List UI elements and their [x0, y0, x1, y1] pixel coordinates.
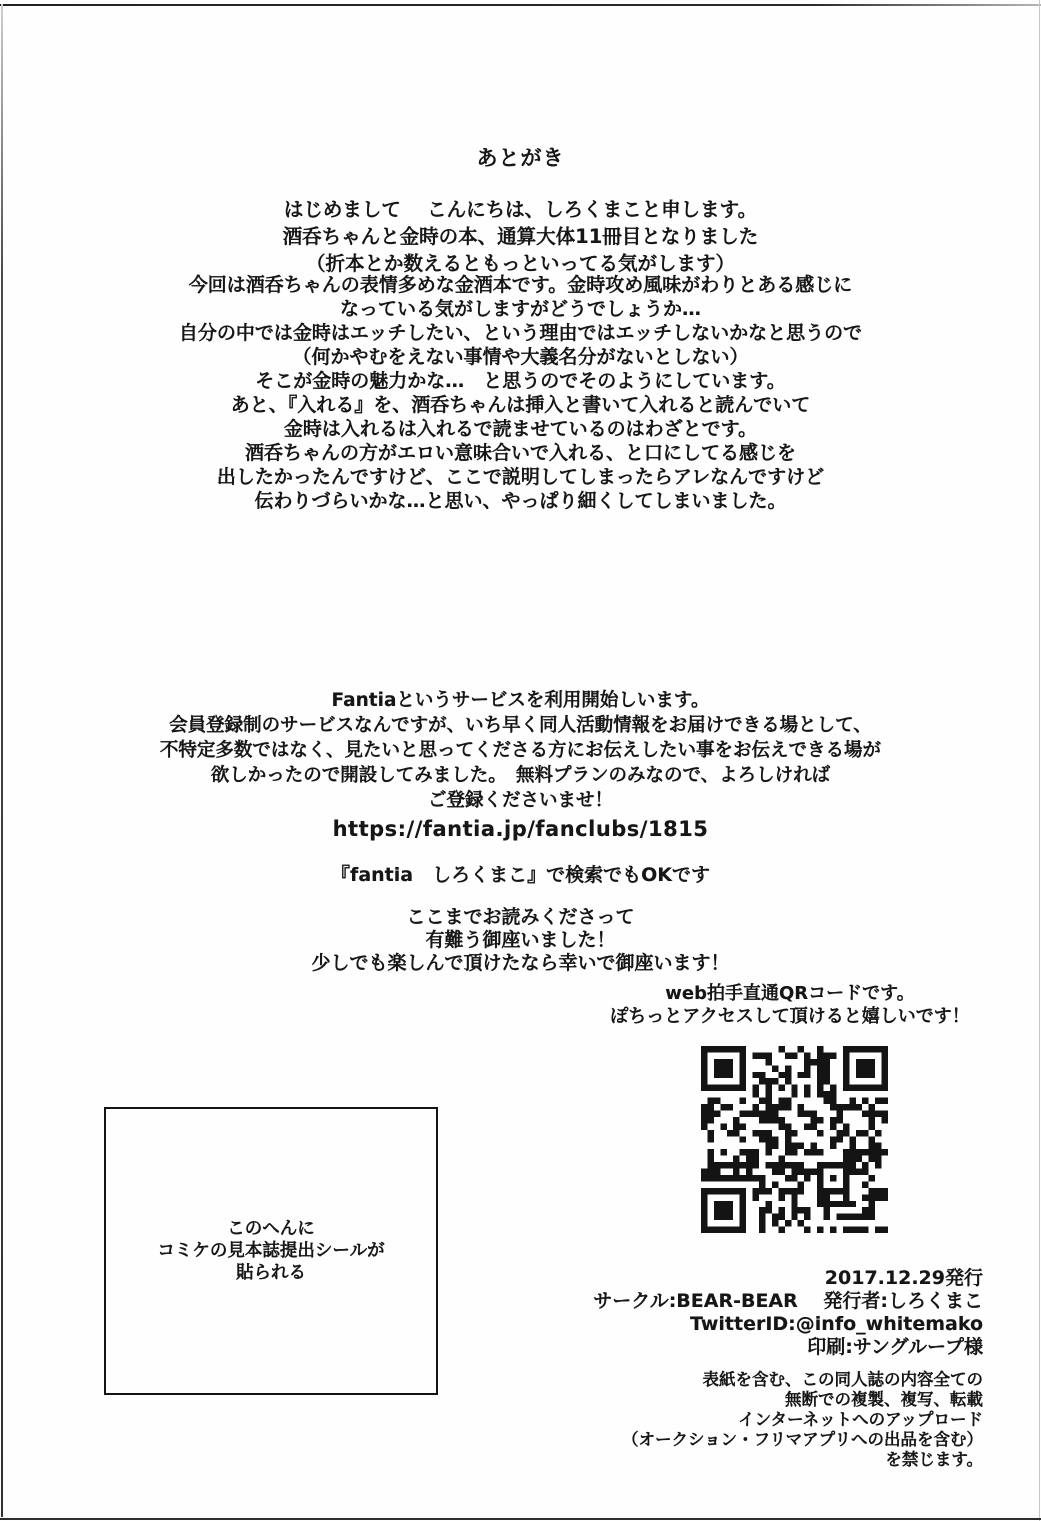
scan-edge-top: [0, 4, 1041, 6]
text-line: を禁じます。: [885, 1450, 983, 1469]
text-line: 印刷:サングループ様: [807, 1336, 983, 1358]
text-line: 金時は入れるは入れるで読ませているのはわざとです。: [283, 418, 758, 440]
text-line: 不特定多数ではなく、見たいと思ってくださる方にお伝えしたい事をお伝えできる場が: [159, 740, 882, 761]
afterword-intro: [0, 196, 1041, 277]
text-line: コミケの見本誌提出シールが: [157, 1241, 385, 1261]
text-line: TwitterID:@info_whitemako: [689, 1313, 983, 1335]
fantia-url: https://fantia.jp/fanclubs/1815: [332, 817, 709, 841]
text-line: 今回は酒呑ちゃんの表情多めな金酒本です。金時攻め風味がわりとある感じに: [188, 274, 853, 296]
sample-sticker-box: [104, 1107, 438, 1395]
text-line: 貼られる: [236, 1263, 306, 1283]
text-line: インターネットへのアップロード: [738, 1410, 983, 1429]
text-line: 会員登録制のサービスなんですが、いち早く同人活動情報をお届けできる場として、: [169, 715, 872, 736]
thanks-message: [0, 906, 1041, 975]
colophon: [593, 1267, 983, 1359]
text-line: （折本とか数えるともっといってる気がします）: [305, 252, 735, 275]
text-line: 出したかったんですけど、ここで説明してしまったらアレなんですけど: [216, 466, 825, 488]
text-line: あと、『入れる』を、酒呑ちゃんは挿入と書いて入れると読んでいて: [230, 394, 811, 416]
text-line: 酒呑ちゃんの方がエロい意味合いで入れる、と口にしてる感じを: [244, 442, 796, 464]
text-line: 表紙を含む、この同人誌の内容全ての: [702, 1370, 983, 1389]
afterword-body: [0, 273, 1041, 513]
text-line: 少しでも楽しんで頂けたなら幸いで御座います！: [311, 952, 730, 974]
text-line: 欲しかったので開設してみました。 無料プランのみなので、よろしければ: [210, 765, 831, 786]
web-clap-note: [560, 982, 1020, 1028]
qr-code: [701, 1046, 888, 1233]
text-line: サークル:BEAR-BEAR 発行者:しろくまこ: [593, 1290, 983, 1312]
page-title: あとがき: [476, 146, 565, 170]
fantia-search-hint: 『fantia しろくまこ』で検索でもOKです: [331, 864, 710, 886]
text-line: （オークション・フリマアプリへの出品を含む）: [621, 1430, 983, 1449]
text-line: 有難う御座いました！: [425, 929, 616, 951]
text-line: ぽちっとアクセスして頂けると嬉しいです！: [610, 1006, 970, 1027]
fantia-announcement: [0, 688, 1041, 813]
text-line: 伝わりづらいかな…と思い、やっぱり細くしてしまいました。: [254, 490, 787, 512]
text-line: web拍手直通QRコードです。: [665, 983, 915, 1004]
text-line: Fantiaというサービスを利用開始しいます。: [331, 690, 710, 711]
copyright-notice: [622, 1370, 983, 1470]
text-line: はじめまして こんにちは、しろくまこと申します。: [283, 198, 758, 221]
text-line: 自分の中では金時はエッチしたい、という理由ではエッチしないかなと思うので: [178, 322, 863, 344]
text-line: そこが金時の魅力かな… と思うのでそのようにしています。: [255, 370, 786, 392]
text-line: ご登録くださいませ！: [427, 790, 613, 811]
scan-edge-bottom: [0, 1518, 1041, 1520]
text-line: 2017.12.29発行: [824, 1267, 983, 1289]
text-line: 酒呑ちゃんと金時の本、通算大体11冊目となりました: [282, 225, 759, 248]
text-line: 無断での複製、複写、転載: [785, 1390, 983, 1409]
text-line: ここまでお読みくださって: [406, 906, 635, 928]
text-line: このへんに: [227, 1219, 315, 1239]
text-line: （何かやむをえない事情や大義名分がないとしない）: [292, 346, 749, 368]
text-line: なっている気がしますがどうでしょうか…: [339, 298, 701, 320]
sample-sticker-box-label: [157, 1218, 384, 1284]
